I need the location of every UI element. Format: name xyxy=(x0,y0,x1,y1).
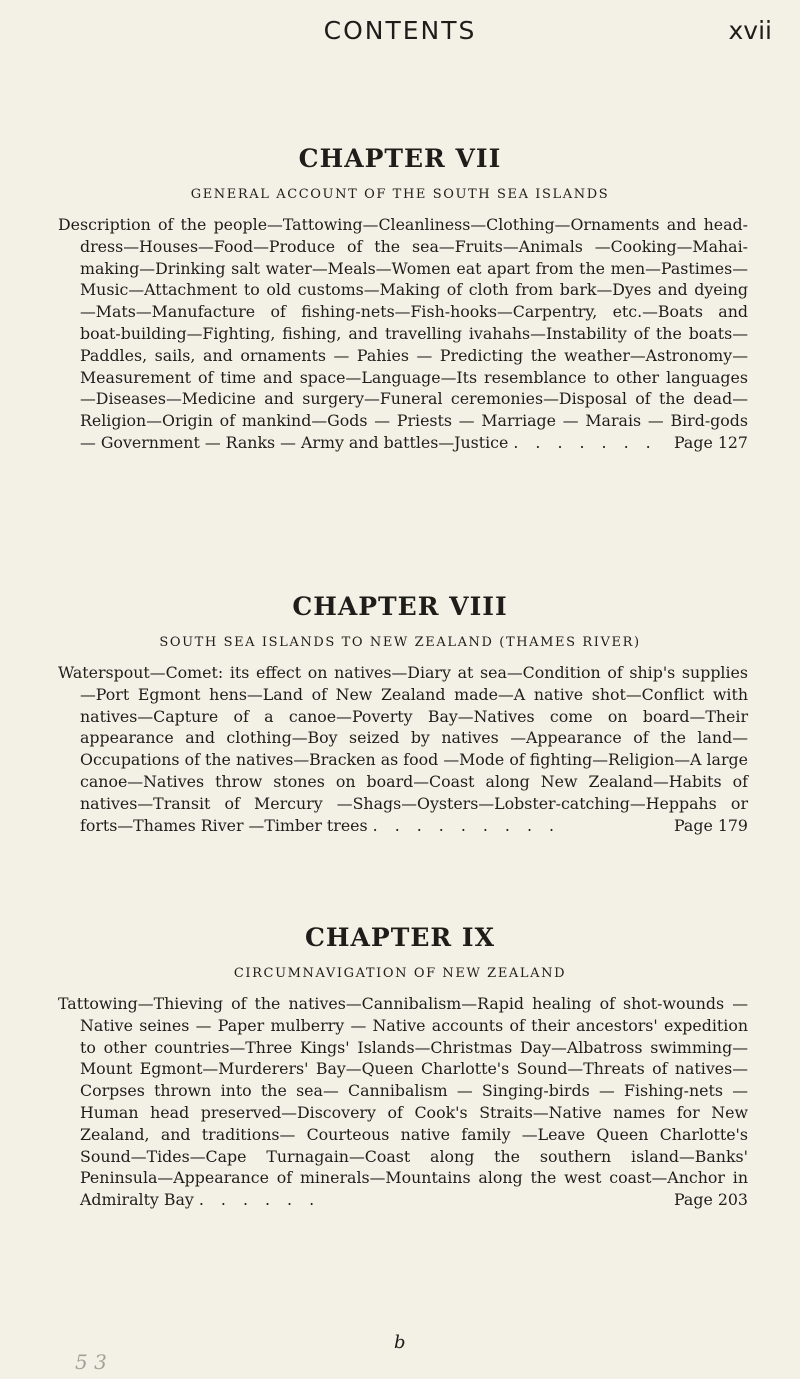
chapter-vii xyxy=(0,144,800,454)
leader-dots: . . . . . . . . . xyxy=(372,815,561,835)
chapter-summary xyxy=(0,662,800,836)
chapter-page-ref: Page 203 xyxy=(674,1190,748,1210)
leader-dots: . . . . . . xyxy=(198,1190,321,1210)
running-title: CONTENTS xyxy=(323,16,477,45)
pencil-mark: 5 3 xyxy=(75,1350,107,1374)
chapter-subtitle: CIRCUMNAVIGATION OF NEW ZEALAND xyxy=(233,966,567,981)
chapter-subtitle: GENERAL ACCOUNT OF THE SOUTH SEA ISLANDS xyxy=(190,187,610,202)
chapter-title: CHAPTER VIII xyxy=(292,592,508,621)
chapter-summary xyxy=(0,993,800,1211)
chapter-page-ref: Page 179 xyxy=(674,815,748,835)
chapter-page-ref: Page 127 xyxy=(674,432,748,452)
chapter-summary-text: Tattowing—Thieving of the natives—Cannibalism—Rapid healing of shot-wounds — Native seines — Paper mulberry — Native accounts of their ancestors' expedition to other countries—Three Kings' Islands—Christmas Day—Albatross swimming—Mount Egmont—Murderers' Bay—Queen Charlotte's Sound—Threats of natives—Corpses thrown into the sea— Cannibalism — Singing-birds — Fishing-nets — Human head preserved—Discovery of Cook's Straits—Native names for New Zealand, and traditions— Courteous native family —Leave Queen Charlotte's Sound—Tides—Cape Turnagain—Coast along the southern island—Banks' Peninsula—Appearance of minerals—Mountains along the west coast—Anchor in Admiralty Bay xyxy=(58,994,748,1210)
page-number: xvii xyxy=(728,16,772,45)
chapter-subtitle: SOUTH SEA ISLANDS TO NEW ZEALAND (THAMES RIVER) xyxy=(159,635,641,650)
chapter-summary xyxy=(0,214,800,454)
chapter-ix xyxy=(0,923,800,1211)
signature-mark: b xyxy=(394,1332,406,1353)
chapter-summary-text: Waterspout—Comet: its effect on natives—Diary at sea—Condition of ship's supplies—Port Egmont hens—Land of New Zealand made—A native shot—Conflict with natives—Capture of a canoe—Poverty Bay—Natives come on board—Their appearance and clothing—Boy seized by natives —Appearance of the land—Occupations of the natives—Bracken as food —Mode of fighting—Religion—A large canoe—Natives throw stones on board—Coast along New Zealand—Habits of natives—Transit of Mercury —Shags—Oysters—Lobster-catching—Heppahs or forts—Thames River —Timber trees xyxy=(58,663,748,835)
chapter-viii xyxy=(0,592,800,836)
leader-dots: . . . . . . . xyxy=(513,432,657,452)
running-head xyxy=(0,16,800,56)
chapter-summary-text: Description of the people—Tattowing—Cleanliness—Clothing—Ornaments and head-dress—Houses—Food—Produce of the sea—Fruits—Animals —Cooking—Mahai-making—Drinking salt water—Meals—Women eat apart from the men—Pastimes—Music—Attachment to old customs—Making of cloth from bark—Dyes and dyeing—Mats—Manufacture of fishing-nets—Fish-hooks—Carpentry, etc.—Boats and boat-building—Fighting, fishing, and travelling ivahahs—Instability of the boats—Paddles, sails, and ornaments — Pahies — Predicting the weather—Astronomy—Measurement of time and space—Language—Its resemblance to other languages—Diseases—Medicine and surgery—Funeral ceremonies—Disposal of the dead—Religion—Origin of mankind—Gods — Priests — Marriage — Marais — Bird-gods — Government — Ranks — Army and battles—Justice xyxy=(58,215,748,452)
chapter-title: CHAPTER IX xyxy=(305,923,495,952)
chapter-title: CHAPTER VII xyxy=(298,144,502,173)
